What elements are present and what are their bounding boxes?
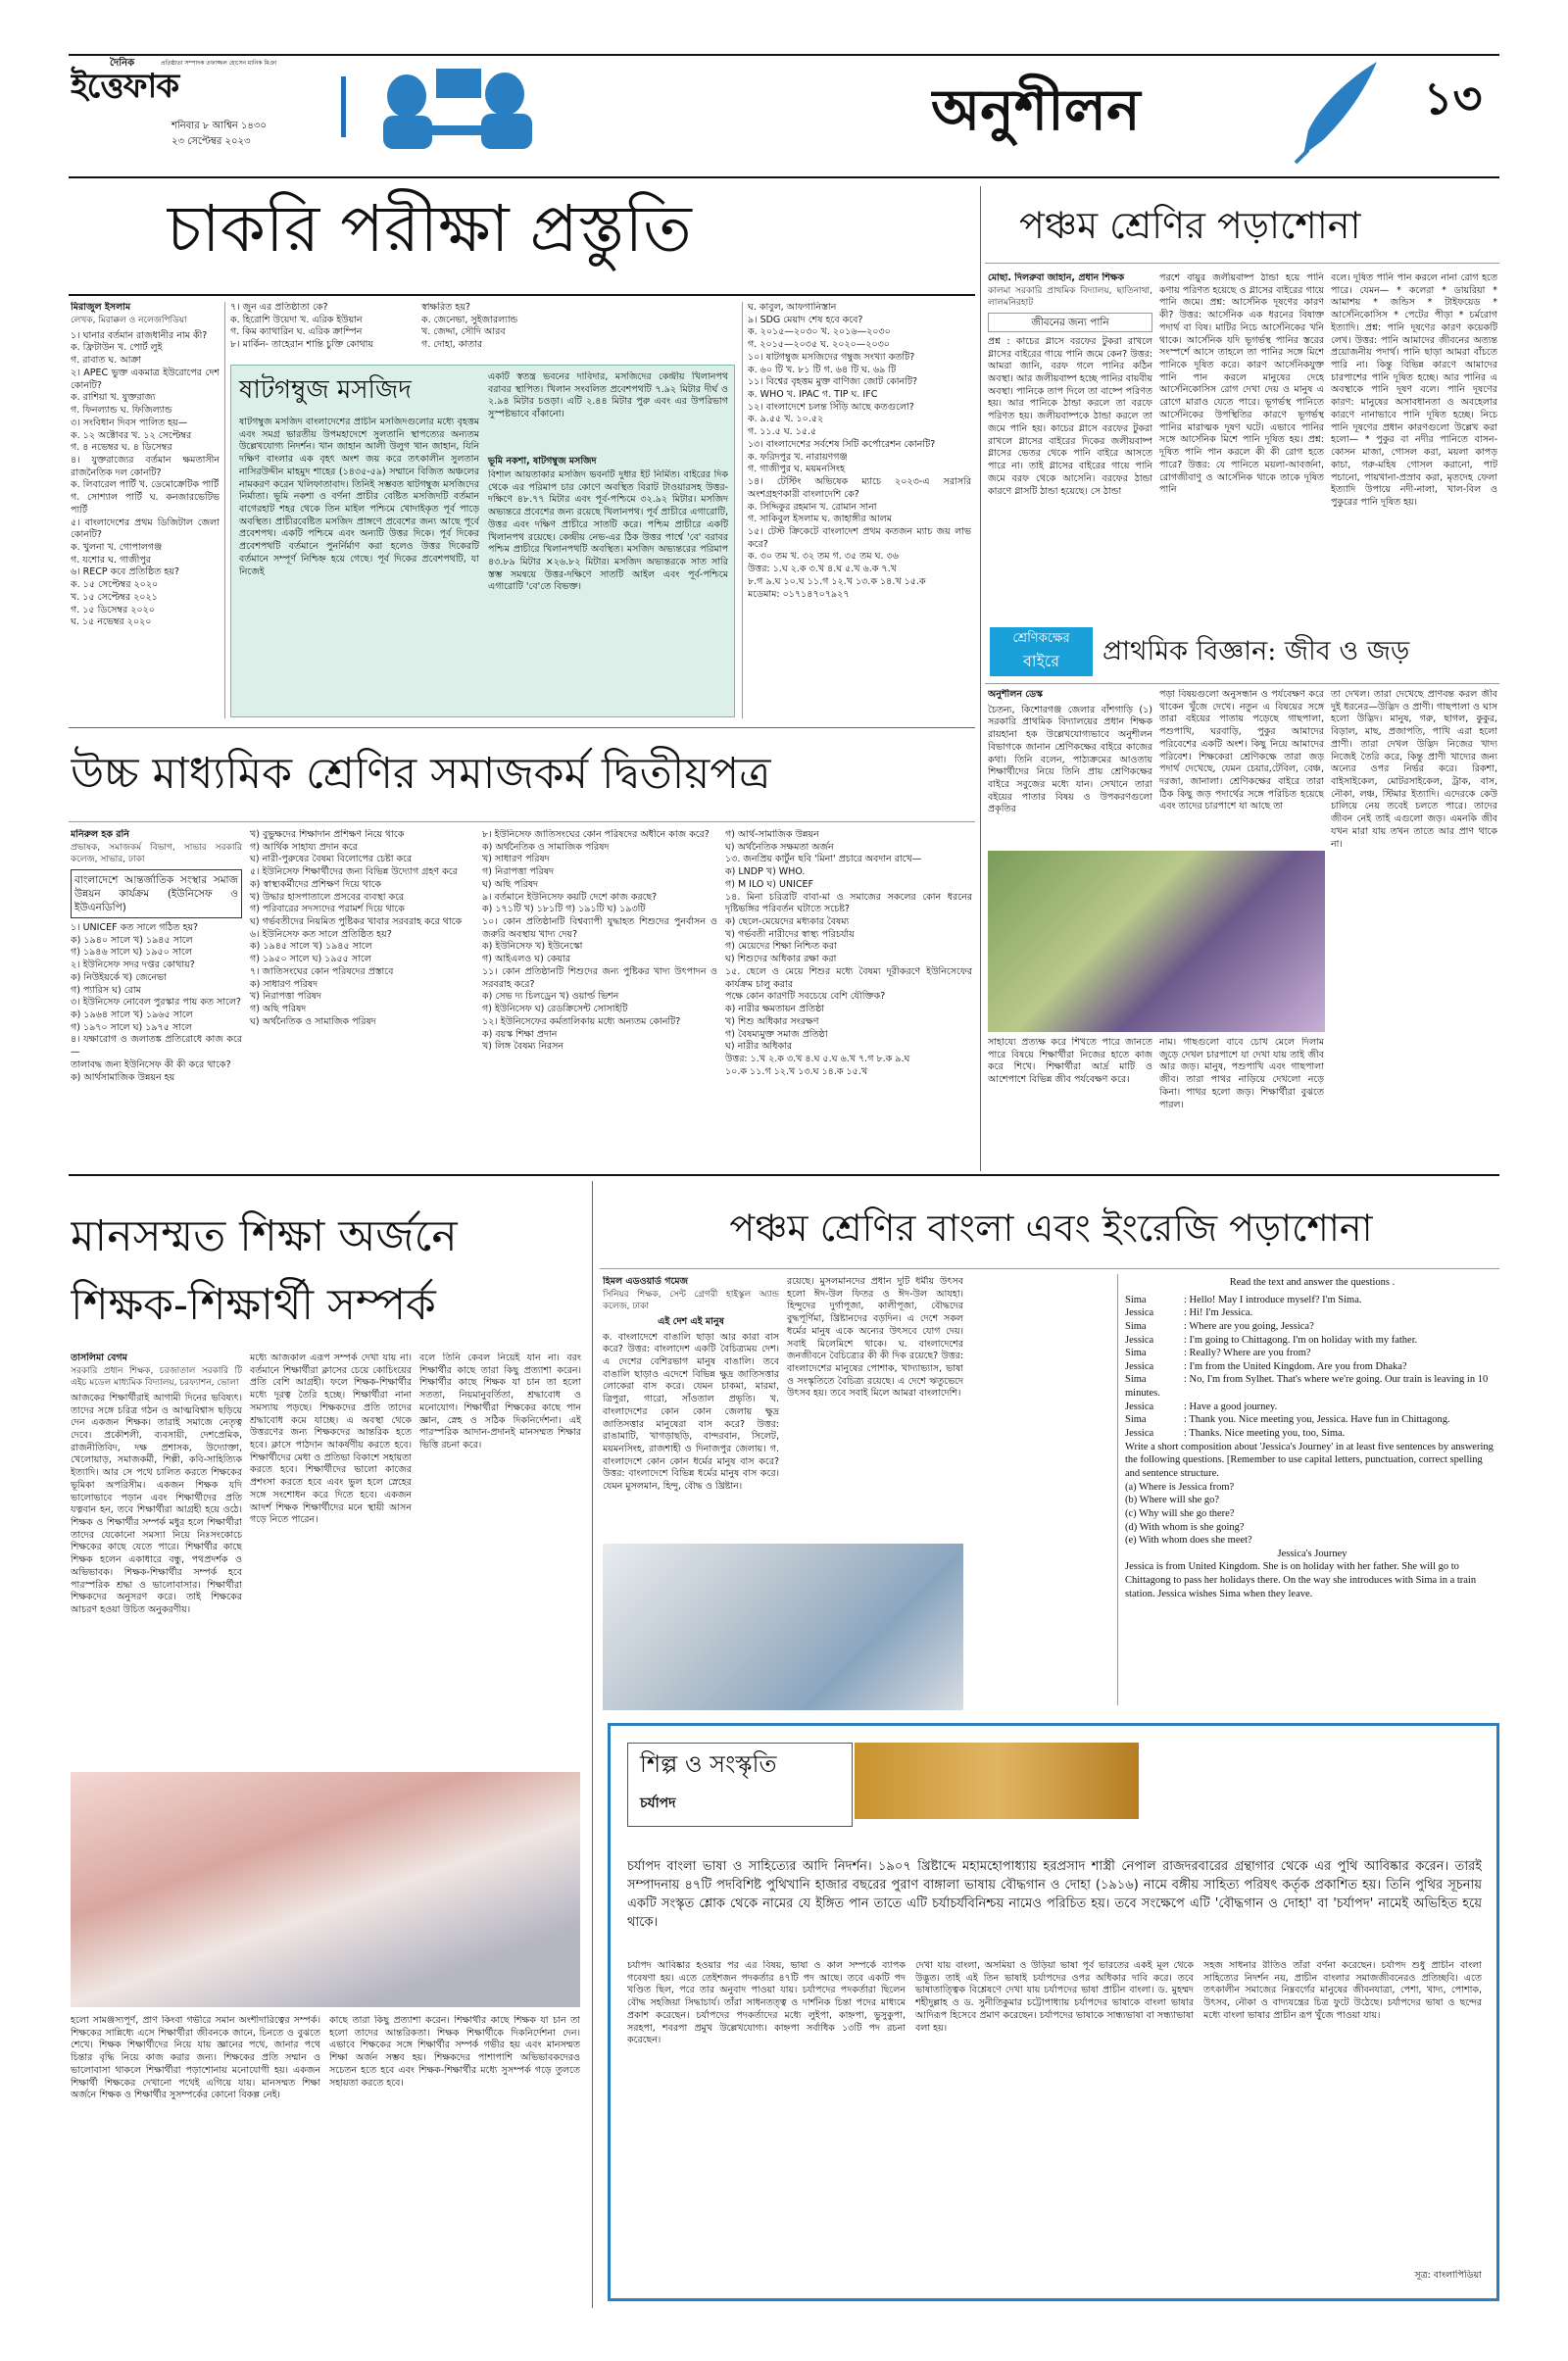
- s1-line: ১০। ষাটগম্বুজ মসজিদের গম্বুজ সংখ্যা কতটি?: [748, 351, 915, 363]
- s3-col3: তা দেখল। তারা দেখেছে প্রাণবন্ত করল জীব দুই ধরনের—উদ্ভিদ ও প্রাণী। গাছপালা ও ঘাস হলো উদ্ভিদ। মানুষ, গরু, ছাগল, কুকুর, বিড়াল, মাছ, প্রজাপতি, পাখি এরা হলো প্রাণী। তারা দেখল উদ্ভিদ নিজের খাদ্য নিজেই তৈরি করে, কিন্তু প্রাণী খাদ্যের জন্য অন্যের ওপর নির্ভর করে। রিকশা, বাইসাইকেল, মোটরসাইকেল, ট্রাক, বাস, নৌকা, লঞ্চ, স্টিমার ইত্যাদি। এদেরকে কেউ চালিয়ে নেয় তবেই চলতে পারে। তাদের জীবন নেই তাই এগুলো জড়। এমনকি জীব যখন মারা যায় তখন তাতে আর প্রাণ থাকে না।: [1331, 689, 1497, 850]
- students-reading-photo: [988, 851, 1325, 1032]
- s1-line: ক. ৯.৫৫ খ. ১০.৫২: [748, 414, 824, 425]
- s1-line: ৩। সংবিধান দিবস পালিত হয়—: [71, 417, 188, 428]
- s4-line: ক) নারীর ক্ষমতায়ন প্রতিষ্ঠা: [725, 1004, 825, 1015]
- s1-col2: [230, 302, 416, 361]
- s5-title-l2: শিক্ষক-শিক্ষার্থী সম্পর্ক: [71, 1280, 436, 1330]
- speech: : Thank you. Nice meeting you, Jessica. Have fun in Chittagong.: [1184, 1414, 1450, 1426]
- s1-line: গ. সাকিবুল ইসলাম ঘ. জাহাঙ্গীর আলম: [748, 514, 892, 525]
- speech: : Hello! May I introduce myself? I'm Sima.: [1184, 1294, 1362, 1305]
- s1-line: ১৫। টেস্ট ক্রিকেটে বাংলাদেশ প্রথম কতজন ম্যাচ জয় লাভ করে?: [748, 525, 971, 550]
- s1-line: গ. ১৫ ডিসেম্বর ২০২০: [71, 604, 155, 615]
- s4-rule: [69, 821, 975, 822]
- s4-line: ৭। জাতিসংঘের কোন পরিষদের প্রস্তাবে: [250, 965, 394, 977]
- s4-line: ঘ) নারীর অধিকার: [725, 1041, 793, 1053]
- s3-col2: পড়া বিষয়গুলো অনুসন্ধান ও পর্যবেক্ষণ করে থাকেন খুঁজে দেখে। নতুন এ বিষয়ের সঙ্গে তারা বইয়ের পাতায় পড়েছে গাছপালা, পশুপাখি, ঘরবাড়ি, পুকুর আমাদের পরিবেশের একটি অংশ। কিছু নিয়ে আমাদের পরিবেশ। শিক্ষকেরা শ্রেণিকক্ষে তারা জড় পদার্থ দেখেছে, যেমন চেয়ার,টেবিল, বেঞ্চ, দরজা, জানালা। শ্রেণিকক্ষের বাইরে তারা ঠিক কিছু জড় পদার্থের সঙ্গে পরিচিত হয়েছে এবং তাদের চারপাশে যা আছে তা: [1159, 689, 1324, 812]
- s5-col1: [71, 1353, 242, 1764]
- s4-line: গ) ১৯৪৬ সালে ঘ) ১৯৫০ সালে: [71, 947, 192, 959]
- s1-box-text: ষাটগম্বুজ মসজিদ বাংলাদেশের প্রাচীন মসজিদগুলোর মধ্যে বৃহত্তম এবং সমগ্র ভারতীয় উপমহাদেশে সুলতানি স্থাপত্যের অন্যতম উল্লেখযোগ্য নিদর্শন। খান জাহান আলী উলুগ খান জাহান, যিনি দক্ষিণ বাংলার এক বৃহৎ অংশ জয় করে তৎকালীন সুলতান নাসিরউদ্দীন মাহমুদ শাহের (১৪৩৫-৫৯) সম্মানে বিজিত অঞ্চলের নামকরণ করেন খলিফাতাবাদ। তিনিই সম্ভবত ষাটগম্বুজ মসজিদের নির্মাতা। ভূমি নকশা ও বর্ণনা প্রাচীর বেষ্টিত মসজিদটি বর্তমান বাগেরহাট শহর থেকে তিন মাইল পশ্চিমে খোদাইকৃত পূর্ব পাড়ে অবস্থিত। প্রাচীরবেষ্টিত মসজিদ প্রাঙ্গণে প্রবেশের জন্য আছে পূর্বে প্রবেশপথ। একটি পশ্চিমে এবং অন্যটি উত্তর দিকে। পূর্ব দিকের প্রবেশপথটি বর্তমানে পুনর্নির্মাণ করা হলেও উত্তর দিকেরটি বর্তমানে সম্পূর্ণ নিশ্চিহ্ন হয়ে গেছে। পূর্ব দিকের প্রবেশপথটি, যা নিজেই: [239, 417, 479, 577]
- s4-line: ক) ১৯৬৪ সালে খ) ১৯৬৫ সালে: [71, 1009, 193, 1021]
- s1-line: ক. ৬০ টি খ. ৮১ টি গ. ৬৪ টি ঘ. ৬৯ টি: [748, 364, 897, 375]
- s4-line: ১০। কোন প্রতিষ্ঠানটি বিশ্বব্যাপী যুদ্ধাহত শিশুদের পুনর্বাসন ও জরুরি অবস্থায় খাদ্য দেয়?: [482, 916, 717, 940]
- divider: [224, 302, 225, 718]
- s4-line: পক্ষে কোন কারণটি সবচেয়ে বেশি যৌক্তিক?: [725, 991, 886, 1003]
- s4-line: উত্তর: ১.খ ২.ক ৩.খ ৪.ঘ ৫.ঘ ৬.খ ৭.গ ৮.ক ৯.ঘ: [725, 1053, 910, 1064]
- en-task: Write a short composition about 'Jessica's Journey' in at least five sentences by answering the following questions. [Remember to use capital letters, punctuation, correct spelling and sentence structure.: [1125, 1441, 1494, 1479]
- s7-lead: চর্যাপদ বাংলা ভাষা ও সাহিত্যের আদি নিদর্শন। ১৯০৭ খ্রিষ্টাব্দে মহামহোপাধ্যায় হরপ্রসাদ শাস্ত্রী নেপাল রাজদরবারের গ্রন্থাগার থেকে এর পুথি আবিষ্কার করেন। তারই সম্পাদনায় ৪৭টি পদবিশিষ্ট পুথিখানি হাজার বছরের পুরাণ বাঙ্গালা ভাষায় বৌদ্ধগান ও দোহা (১৯১৬) নামে বঙ্গীয় সাহিত্য পরিষৎ কর্তৃক প্রকাশিত হয়। তিনি পুথির সূচনায় একটি সংস্কৃত শ্লোক থেকে নামের যে ইঙ্গিত পান তাতে এটি চর্যাচর্যবিনিশ্চয় নামেও পরিচিত হয়। তবে সংক্ষেপে এটি 'বৌদ্ধগান ও দোহা' বা 'চর্যাপদ' নামেই অভিহিত হয়ে থাকে।: [627, 1859, 1482, 1930]
- speaker: Sima: [1125, 1348, 1147, 1359]
- divider: [592, 1181, 593, 2308]
- masthead-rule-top: [69, 54, 1499, 56]
- s2-col3: বলে। দূষিত পানি পান করলে নানা রোগ হতে পারে। যেমন— * কলেরা * ডায়রিয়া * আমাশয় * জন্ডিস * টাইফয়েড * আর্সেনিকোসিস * পেটের পীড়া * চর্মরোগ ইত্যাদি। প্রশ্ন: পানি দূষণের কারণ কয়েকটি লেখ। উত্তর: পানি আমাদের জীবনের অত্যন্ত প্রয়োজনীয় পদার্থ। পানি ছাড়া আমরা বাঁচতে পারি না। কিন্তু বিভিন্ন কারণে আমাদের চারপাশের পানি দূষিত হচ্ছে। আর পানির এ অবস্থাকে পানি দূষণ বলে। পানি দূষণের কারণ: মানুষের অসাবধানতা ও অবহেলার কারণে নানাভাবে পানি দূষিত হচ্ছে। নিচে পানি দূষণের প্রধান কারণগুলো উল্লেখ করা হলো— * পুকুর বা নদীর পানিতে বাসন-কোসন মাজা, গোসল করা, ময়লা কাপড় কাচা, গরু-মহিষ গোসল করানো, পাট পচানো, পায়খানা-প্রস্রাব করা, মৃতদেহ ফেলা ইত্যাদি উপায়ে নদী-নালা, খাল-বিল ও পুকুরের পানি দূষিত হয়।: [1331, 272, 1497, 508]
- s4-line: ১। UNICEF কত সালে গঠিত হয়?: [71, 922, 199, 933]
- s4-line: ঘ) শিশুদের অধিকার রক্ষা করা: [725, 954, 837, 965]
- s5-text-1: আজকের শিক্ষার্থীরাই আগামী দিনের ভবিষ্যৎ। তাদের সঙ্গে চরিত্র গঠন ও আত্মবিশ্বাস ছড়িয়ে দেন একজন শিক্ষক। তারাই সমাজে নেতৃত্ব দেবে। প্রকৌশলী, ব্যবসায়ী, দেশপ্রেমিক, রাজনীতিবিদ, দক্ষ প্রশাসক, উদ্যোক্তা, খেলোয়াড়, সমাজকর্মী, শিল্পী, কবি-সাহিত্যিক ইত্যাদি। আর সে পথে চালিত করতে শিক্ষকের ভূমিকা অপরিসীম। একজন শিক্ষক যদি ভালোভাবে পড়ান এবং শিক্ষার্থীদের প্রতি যত্নবান হন, তবে শিক্ষার্থীরা আগ্রহী হয়ে ওঠে। শিক্ষক ও শিক্ষার্থীর সম্পর্ক মধুর হলে শিক্ষার্থীরা তাদের যেকোনো সমস্যা নিয়ে নিঃসংকোচে শিক্ষকের কাছে যেতে পারে। শিক্ষার্থীর কাছে শিক্ষক হলেন একাধারে বন্ধু, পথপ্রদর্শক ও অভিভাবক। শিক্ষক-শিক্ষার্থীর সম্পর্ক হবে পারস্পরিক শ্রদ্ধা ও ভালোবাসার। শিক্ষার্থীরা শিক্ষকদের অনুসরণ করে। তাই শিক্ষকের আচরণ হওয়া উচিত অনুকরণীয়।: [71, 1392, 242, 1616]
- speech: : I'm going to Chittagong. I'm on holiday with my father.: [1184, 1334, 1418, 1346]
- s4-line: গ) পরিবারের সদস্যদের পরামর্শ দিয়ে থাকে: [250, 904, 405, 915]
- s6-col2: রয়েছে। মুসলমানদের প্রধান দুটি ধর্মীয় উৎসব হলো ঈদ-উল ফিতর ও ঈদ-উল আযহা। হিন্দুদের দুর্গাপূজা, কালীপূজা, বৌদ্ধদের বুদ্ধপূর্ণিমা, খ্রিষ্টানদের বড়দিন। এ দেশে সকল ধর্মের মানুষ একে অন্যের উৎসবে যোগ দেয়। সবাই মিলেমিশে থাকে। ঘ. বাংলাদেশের জনজীবনে বৈচিত্র্যের কী কী দিক রয়েছে? উত্তর: বাংলাদেশের মানুষের পোশাক, খাদ্যাভ্যাস, ভাষা ও সংস্কৃতিতে বৈচিত্র্য রয়েছে। এ দেশে ঋতুভেদে উৎসব হয়। তবে সবাই মিলে আমরা বাংলাদেশি।: [787, 1276, 963, 1400]
- s4-line: খ) লিঙ্গ বৈষম্য নিরসন: [482, 1041, 564, 1053]
- en-question: (d) With whom is she going?: [1125, 1521, 1245, 1533]
- s1-line: খ. জেদ্দা, সৌদি আরব: [421, 326, 506, 338]
- divider: [980, 186, 981, 1171]
- s1-line: ক. ১২ অক্টোবর খ. ১২ সেপ্টেম্বর: [71, 429, 192, 441]
- s6-title: পঞ্চম শ্রেণির বাংলা এবং ইংরেজি পড়াশোনা: [729, 1206, 1373, 1250]
- s4-line: ১১। কোন প্রতিষ্ঠানটি শিশুদের জন্য পুষ্টিকর খাদ্য উৎপাদন ও সরবরাহ করে?: [482, 965, 717, 990]
- s2-subhead: জীবনের জন্য পানি: [988, 313, 1152, 332]
- s2-col1: [988, 272, 1152, 615]
- s4-author-sub: প্রভাষক, সমাজকর্ম বিভাগ, সাভার সরকারি কলেজ, সাভার, ঢাকা: [71, 842, 242, 864]
- s4-line: ১৫. ছেলে ও মেয়ে শিশুর মধ্যে বৈষম্য দূরীকরণে ইউনিসেফের কার্যক্রম চালু করার: [725, 965, 972, 990]
- s2-title: পঞ্চম শ্রেণির পড়াশোনা: [1019, 204, 1361, 247]
- speech: : Where are you going, Jessica?: [1184, 1320, 1314, 1332]
- s7-sub: চর্যাপদ: [640, 1795, 676, 1811]
- s4-line: গ) প্যারিস ঘ) রোম: [71, 984, 141, 996]
- dialog-line: [1125, 1401, 1499, 1414]
- s1-line: গ. ১১.৫ ঘ. ১৫.৫: [748, 426, 817, 438]
- s1-col1: [71, 302, 220, 723]
- s4-line: খ) নিরাপত্তা পরিষদ: [250, 991, 321, 1003]
- s5-title-l1: মানসম্মত শিক্ষা অর্জনে: [71, 1211, 458, 1261]
- s2-author-sub: কালমা সরকারি প্রাথমিক বিদ্যালয়, ছাতিনাথা, লালমনিরহাট: [988, 285, 1152, 308]
- masthead-divider: [341, 76, 346, 137]
- s1-line: গ. গাজীপুর ঘ. ময়মনসিংহ: [748, 464, 845, 475]
- s1-line: ক. WHO খ. IPAC গ. TIP ঘ. IFC: [748, 389, 878, 401]
- s1-line: ১১। বিশ্বের বৃহত্তম মুক্ত বাণিজ্য জোট কোনটি?: [748, 376, 918, 388]
- speech: : No, I'm from Sylhet. That's where we're going. Our train is leaving in 10 minutes.: [1125, 1374, 1489, 1400]
- s4-line: ক) অর্থনৈতিক ও সামাজিক পরিষদ: [482, 841, 610, 853]
- s5-author-sub: সরকারি প্রধান শিক্ষক, চরজাতাল সরকারি টি এইচ মডেল মাধ্যমিক বিদ্যালয়, চরফ্যাশন, ভোলা: [71, 1365, 242, 1388]
- s4-line: ৩। ইউনিসেফ নোবেল পুরস্কার পায় কত সালে?: [71, 997, 241, 1008]
- s1-line: গ. ২০১৫—২০৩৫ ঘ. ২০২০—২০৩০: [748, 339, 890, 351]
- s4-line: তালাবদ্ধ জন্য ইউনিসেফ কী কী করে থাকে?: [71, 1058, 231, 1070]
- s4-line: গ) ইউনিসেফ ঘ) রেডক্রিসেন্ট সোসাইটি: [482, 1004, 628, 1015]
- s6-rule: [600, 1268, 1499, 1269]
- s2-text-1: প্রশ্ন : কাচের গ্লাসে বরফের টুকরা রাখলে গ্লাসের বাইরের গায়ে পানি জমে কেন? উত্তর: আমরা জানি, বরফ গলে পানির কঠিন অবস্থা। আর জলীয়বাষ্প হচ্ছে পানির বায়বীয় অবস্থা। পানিকে তাপ দিলে তা বাষ্পে পরিণত হয়। আর পানিকে ঠান্ডা করলে তা বরফে পরিণত হয়। জলীয়বাষ্পকে ঠান্ডা করলে তা জমে পানি হয়। কাচের গ্লাসে বরফের টুকরা রাখলে গ্লাসের বাইরের দিকের জলীয়বাষ্প গ্লাসের ভেতর থেকে পানি বাইরে আসতে পারে না। তাই গ্লাসের বাইরের গায়ে পানি জমে বরফ থেকে আসেনি। বরফের ঠান্ডা কারণে গ্লাসটি ঠান্ডা হয়েছে। সে ঠান্ডা: [988, 335, 1152, 497]
- s1-line: ৯। SDG মেয়াদ শেষ হবে কবে?: [748, 314, 863, 325]
- s1-line: ক. জেনেভা, সুইজারল্যান্ড: [421, 314, 518, 325]
- pen-nib-icon: [1284, 57, 1392, 165]
- s1-line: ক. হিরোশি উয়েদা খ. এরিক ইউয়ান: [230, 314, 363, 325]
- s2-author: মোছা. দিলরুবা জাহান, প্রধান শিক্ষক: [988, 272, 1125, 283]
- divider: [1117, 1274, 1118, 1705]
- speaker: Jessica: [1125, 1428, 1154, 1440]
- speaker: Sima: [1125, 1414, 1147, 1426]
- s4-line: ক) সাধারণ পরিষদ: [250, 978, 318, 990]
- s1-col3: [421, 302, 568, 361]
- dialog-line: [1125, 1413, 1499, 1427]
- s4-line: গ) ১৯৫০ সালে ঘ) ১৯৫৫ সালে: [250, 954, 371, 965]
- masthead-rule-bottom: [69, 176, 1499, 178]
- s4-line: ৪। যক্ষারোগ ও জলাতঙ্ক প্রতিরোধে কাজ করে—: [71, 1034, 242, 1058]
- s4-line: ক) ইউনিসেফ খ) ইউনেস্কো: [482, 941, 583, 953]
- s4-line: গ) বৈষম্যমুক্ত সমাজ প্রতিষ্ঠা: [725, 1028, 828, 1040]
- s4-author: মনিরুল হক রনি: [71, 829, 129, 840]
- en-head: Read the text and answer the questions .: [1229, 1277, 1396, 1288]
- s1-line: ঘ. ১৫ নভেম্বর ২০২০: [71, 616, 152, 628]
- s1-line: ৭। জুন এর প্রতিষ্ঠাতা কে?: [230, 302, 328, 313]
- logo-name: ইত্তেফাক: [71, 67, 179, 106]
- s1-line: ১২। বাংলাদেশে চলন্ত সিঁড়ি আছে কতগুলো?: [748, 401, 914, 413]
- s4-col1: [71, 829, 242, 1162]
- s4-title: উচ্চ মাধ্যমিক শ্রেণির সমাজকর্ম দ্বিতীয়পত্র: [71, 749, 771, 799]
- student-exam-photo: [71, 1772, 580, 2007]
- s3-col1b: সাহায্যে প্রত্যক্ষ করে শিখতে পারে জানতে পারে বিষয়ে শিক্ষার্থীরা নিজের হাতে কাজ করে শিখে। শিক্ষার্থীরা আর্দ্র মাটি ও আশেপাশে বিভিন্ন জীব পর্যবেক্ষণ করে।: [988, 1037, 1152, 1086]
- dialog-line: [1125, 1294, 1499, 1307]
- s4-rule-top: [69, 727, 975, 728]
- speaker: Jessica: [1125, 1334, 1154, 1346]
- s5-author: তাসলিমা বেগম: [71, 1353, 127, 1363]
- s4-line: ১০.ক ১১.গ ১২.খ ১৩.ঘ ১৪.ক ১৫.খ: [725, 1065, 868, 1077]
- s4-line: ঘ) অর্থনৈতিক ও সামাজিক পরিষদ: [250, 1015, 376, 1027]
- s7-source: সূত্র: বাংলাপিডিয়া: [1414, 2270, 1482, 2281]
- s5-col1b: হলো সামঞ্জস্যপূর্ণ, প্রাণ কিংবা গভীরে সমান অংশীদারিত্বের সম্পর্ক। শিক্ষকের সান্নিধ্যে এসে শিক্ষার্থীরা জীবনকে জানে, চিনতে ও বুঝতে শেখে। শিক্ষক শিক্ষার্থীদের নিয়ে যায় জ্ঞানের পথে, জানার পথে চিন্তার বৃদ্ধি নিয়ে কাজ করার জন্য। শিক্ষকের প্রতি সম্মান ও ভালোবাসা থাকলে শিক্ষার্থীরা পড়াশোনায় মনোযোগী হয়। একজন শিক্ষার্থী শিক্ষকের দেখানো পথেই এগিয়ে যায়। মানসম্মত শিক্ষা অর্জনে শিক্ষক ও শিক্ষার্থীর সুসম্পর্কের কোনো বিকল্প নেই।: [71, 2015, 320, 2101]
- s1-box-title: ষাটগম্বুজ মসজিদ: [239, 375, 412, 405]
- s4-line: খ) শিশু অধিকার সংরক্ষণ: [725, 1015, 819, 1027]
- s4-line: গ) ১৯৭০ সালে ঘ) ১৯৭৫ সালে: [71, 1021, 192, 1033]
- s4-box: বাংলাদেশে আন্তর্জাতিক সংস্থার সমাজ উন্নয়ন কার্যক্রম (ইউনিসেফ ও ইউএনডিপি): [71, 869, 242, 918]
- s1-title-rule: [69, 294, 975, 296]
- s4-line: গ) আর্থিক সাহায্য প্রদান করে: [250, 841, 358, 853]
- speaker: Sima: [1125, 1374, 1147, 1386]
- s1-line: গ. কিম ক্যাথারিন ঘ. এরিক ক্রাম্পিন: [230, 326, 363, 338]
- en-question: (e) With whom does she meet?: [1125, 1535, 1252, 1547]
- s1-line: মডেমাম: ০১৭১৪৭০৭৯২৭: [748, 588, 850, 600]
- s1-line: গ. দোহা, কাতার: [421, 339, 483, 351]
- s3-col2b: নাম। গাছগুলো বাবে চোখ মেলে দিলাম জুড়ে দেখল চারপাশে যা দেখা যায় তাই জীব আর জড়। মানুষ, পশুপাখি এবং গাছপালা জীব। তারা পাথর নাড়িয়ে দেখলো নড়ে কিনা। পাথর হলো জড়। শিক্ষার্থীরা বুঝতে পারল।: [1159, 1037, 1324, 1110]
- s4-line: ৬। ইউনিসেফ কত সালে প্রতিষ্ঠিত হয়?: [250, 928, 392, 940]
- logo-top: দৈনিক: [110, 58, 135, 69]
- dialog-line: [1125, 1306, 1499, 1320]
- newspaper-logo: [71, 57, 316, 118]
- s1-line: উত্তর: ১.ঘ ২.ক ৩.খ ৪.ঘ ৫.খ ৬.ক ৭.খ: [748, 564, 897, 575]
- s4-line: ৫। ইউনিসেফ শিক্ষার্থীদের জন্য বিভিন্ন উদ্যোগ গ্রহণ করে: [250, 866, 458, 878]
- s1-line: ১। ঘানার বর্তমান রাজধানীর নাম কী?: [71, 329, 208, 341]
- section-name: অনুশীলন: [931, 76, 1141, 143]
- s1-line: গ. রাবাত ঘ. আক্রা: [71, 355, 142, 367]
- s4-line: গ) আইএলও ঘ) কেয়ার: [482, 954, 570, 965]
- speech: : Really? Where are you from?: [1184, 1348, 1311, 1359]
- en-question: (a) Where is Jessica from?: [1125, 1481, 1235, 1493]
- s4-line: গ) আর্থ-সামাজিক উন্নয়ন: [725, 829, 819, 840]
- s1-box-col2-b: বিশাল আয়তাকার মসজিদ ভবনটি দুধার ইট নির্মিত। বাইরের দিক থেকে এর পরিমাপ চার কোণে অবস্থিত বিরাট টাওয়ারসহ উত্তর-দক্ষিণে ৪৮.৭৭ মিটার এবং পূর্ব-পশ্চিমে ৩২.৯২ মিটার। মসজিদ অভ্যন্তরে প্রবেশের জন্য রয়েছে খিলানপথ। পূর্ব প্রাচীরে এগারোটি, উত্তর এবং দক্ষিণ প্রাচীরে সাতটি করে। পশ্চিম প্রাচীরে একটি খিলানপথ রয়েছে। কেন্দ্রীয় নেভ-এর ঠিক উত্তর পার্শ্বে 'বে' বরাবর পশ্চিম প্রাচীরে খিলানপথটি অবস্থিত। মসজিদ অভ্যন্তরের পরিমাপ ৪৩.৮৯ মিটার ×২৬.৮২ মিটার। মসজিদ অভ্যন্তরকে সাত সারি স্তম্ভ সমন্বয়ে উত্তর-দক্ষিণে সাতটি আইল এবং পূর্ব-পশ্চিমে এগারোটি 'বে'তে বিভক্ত।: [488, 469, 728, 593]
- s4-line: ২। ইউনিসেফ সদর দপ্তর কোথায়?: [71, 959, 195, 971]
- s4-line: ক) বয়স্ক শিক্ষা প্রদান: [482, 1028, 558, 1040]
- s4-line: ঘ) নারী-পুরুষের বৈষম্য বিলোপের চেষ্টা করে: [250, 854, 413, 865]
- s4-line: ক) ১৯৪৫ সালে খ) ১৯৪৫ সালে: [250, 941, 372, 953]
- page-number: ১৩: [1423, 72, 1483, 124]
- s7-col2: দেখা যায় বাংলা, অসমিয়া ও উড়িয়া ভাষা পূর্ব ভারতের একই মূল থেকে উদ্ভূত। তাই এই তিন ভাষাই চর্যাপদের ওপর অধিকার দাবি করে। তবে ভাষাতাত্ত্বিক বিশ্লেষণে দেখা যায় চর্যাপদের ভাষা প্রাচীন বাংলা। ড. মুহম্মদ শহীদুল্লাহ ও ড. সুনীতিকুমার চট্টোপাধ্যায় চর্যাপদের ভাষাকে বাংলা ভাষার আদিরূপ হিসেবে প্রমাণ করেছেন। চর্যাপদের ভাষাকে সান্ধ্যভাষা বা সন্ধ্যাভাষা বলা হয়।: [915, 1960, 1194, 2034]
- s4-line: ১৪. মিনা চরিত্রটি বাবা-মা ও সমাজের সকলের কোন ধরনের দৃষ্টিভঙ্গির পরিবর্তন ঘটাতে সচেষ্ট?: [725, 891, 972, 915]
- divider: [742, 302, 743, 718]
- s7-header-box: [627, 1743, 1470, 1850]
- s3-author: অনুশীলন ডেস্ক: [988, 689, 1043, 700]
- date-en: ২৩ সেপ্টেম্বর ২০২৩: [172, 136, 251, 147]
- s5-col2: মধ্যে আজকাল এরূপ সম্পর্ক দেখা যায় না। বর্তমানে শিক্ষার্থীরা ক্লাসের চেয়ে কোচিংয়ের প্রতি বেশি আগ্রহী। ফলে শিক্ষক-শিক্ষার্থীর মধ্যে দূরত্ব তৈরি হচ্ছে। শিক্ষার্থীরা নানা সমস্যায় পড়ছে। শিক্ষকদের প্রতি তাদের শ্রদ্ধাবোধ কমে যাচ্ছে। এ অবস্থা থেকে উত্তরণের জন্য শিক্ষকদের আন্তরিক হতে হবে। ক্লাসে পাঠদান আকর্ষণীয় করতে হবে। শিক্ষার্থীদের মেধা ও প্রতিভা বিকাশে সহায়তা করতে হবে। শিক্ষার্থীদের ভালো কাজের প্রশংসা করতে হবে এবং ভুল হলে স্নেহের সঙ্গে সংশোধন করে দিতে হবে। একজন আদর্শ শিক্ষক শিক্ষার্থীদের মনে স্থায়ী আসন গড়ে নিতে পারেন।: [250, 1353, 412, 1526]
- s4-line: ক) LNDP খ) WHO.: [725, 866, 806, 878]
- s4-line: ক) সেভ দ্য চিলড্রেন খ) ওয়ার্ল্ড ভিশন: [482, 991, 619, 1003]
- s1-line: ক. ১৫ সেপ্টেম্বর ২০২০: [71, 579, 159, 591]
- s6-text-1: ক. বাংলাদেশে বাঙালি ছাড়া আর কারা বাস করে? উত্তর: বাংলাদেশ একটি বৈচিত্র্যময় দেশ। এ দেশের বেশিরভাগ মানুষ বাঙালি। তবে বাঙালি ছাড়াও এদেশে বিভিন্ন ক্ষুদ্র জাতিসত্তার লোকেরা বাস করে। যেমন চাকমা, মারমা, ত্রিপুরা, গারো, সাঁওতাল প্রভৃতি। খ. বাংলাদেশের কোন কোন জেলায় ক্ষুদ্র জাতিসত্তার মানুষেরা বাস করে? উত্তর: রাঙামাটি, খাগড়াছড়ি, বান্দরবান, সিলেট, ময়মনসিংহ, রাজশাহী ও দিনাজপুর জেলায়। গ. বাংলাদেশে কোন কোন ধর্মের মানুষ বাস করে? উত্তর: বাংলাদেশে বিভিন্ন ধর্মের মানুষ বাস করে। যেমন মুসলমান, হিন্দু, বৌদ্ধ ও খ্রিষ্টান।: [603, 1331, 779, 1493]
- s4-line: খ) সাধারণ পরিষদ: [482, 854, 550, 865]
- s4-line: ঘ) অর্থনৈতিক সক্ষমতা অর্জন: [725, 841, 834, 853]
- students-illustration: [368, 57, 554, 159]
- s6-col1: [603, 1276, 779, 1539]
- s1-q-list-1: [71, 330, 220, 629]
- en-question: (c) Why will she go there?: [1125, 1507, 1235, 1519]
- s4-line: গ) M ILO ঘ) UNICEF: [725, 878, 813, 890]
- s1-line: ৮। মার্কিন- তাহেরান শান্তি চুক্তি কোথায়: [230, 339, 373, 351]
- speech: : Have a good journey.: [1184, 1401, 1278, 1412]
- s2-col2: পরশে বায়ুর জলীয়বাষ্প ঠান্ডা হয়ে পানি কণায় পরিণত হয়েছে ও গ্লাসের বাইরের গায়ে পানি জমে। প্রশ্ন: আর্সেনিক দূষণের কারণ কী? উত্তর: আর্সেনিক এক ধরনের বিষাক্ত পদার্থ বা বিষ। মাটির নিচে আর্সেনিকের খনি থাকে। আর্সেনিক যদি ভূগর্ভস্থ পানির স্তরের সংস্পর্শে আসে তাহলে তা পানির সঙ্গে মিশে পানিকে দূষিত করে। কারণ আর্সেনিকযুক্ত পানি পান করলে মানুষের দেহে আর্সেনিকোসিস রোগ দেখা দেয় ও মানুষ এ রোগে মারাও যেতে পারে। ভূগর্ভস্থ পানিতে আর্সেনিকের উপস্থিতির কারণে ভূগর্ভস্থ পানির মারাত্মক দূষণ ঘটে। এভাবে পানির সঙ্গে আর্সেনিক মিশে পানি দূষিত হয়। প্রশ্ন: দূষিত পানি পান করলে কী কী রোগ হতে পারে? উত্তর: যে পানিতে ময়লা-আবর্জনা, রোগজীবাণু ও আর্সেনিক থাকে তাকে দূষিত পানি: [1159, 272, 1324, 496]
- speech: : I'm from the United Kingdom. Are you from Dhaka?: [1184, 1360, 1407, 1372]
- s4-line: ১৩. জনপ্রিয় কার্টুন ছবি 'মিনা' প্রচারে অবদান রাখে—: [725, 854, 922, 865]
- s3-tag: [990, 627, 1093, 676]
- s1-author-sub: লেখক, মিরাক্কল ও নলেজপিডিয়া: [71, 315, 187, 325]
- s1-box-sub: ভূমি নকশা, ষাটগম্বুজ মসজিদ: [488, 456, 597, 467]
- s1-author: মিরাজুল ইসলাম: [71, 302, 131, 313]
- s4-col2: [250, 829, 475, 1162]
- s1-line: ১৪। টেস্টিং অভিষেক ম্যাচে ২০২৩-এ সরাসরি অংশগ্রহণকারী বাংলাদেশি কে?: [748, 476, 971, 500]
- s6-subhead: এই দেশ এই মানুষ: [658, 1315, 724, 1327]
- s1-line: ৬। RECP কবে প্রতিষ্ঠিত হয়?: [71, 566, 179, 578]
- speech: : Hi! I'm Jessica.: [1184, 1307, 1253, 1319]
- s4-line: গ) নিরাপত্তা পরিষদ: [482, 866, 554, 878]
- s1-line: গ. যশোর ঘ. গাজীপুর: [71, 554, 151, 566]
- s4-line: ক) ১৭১টি খ) ১৮১টি গ) ১৯১টি ঘ) ১৯৩টি: [482, 904, 646, 915]
- en-answer-title: Jessica's Journey: [1277, 1548, 1348, 1559]
- s1-line: খ. ১৫ সেপ্টেম্বর ২০২১: [71, 591, 158, 603]
- s6-author: হিমল এডওয়ার্ড গমেজ: [603, 1276, 689, 1287]
- s1-line: ক. খুলনা খ. গোপালগঞ্জ: [71, 541, 163, 553]
- s1-line: ক. লিবারেল পার্টি খ. ডেমোক্রেটিক পার্টি: [71, 479, 220, 491]
- s4-line: খ) উদ্ধার হাসপাতালে প্রসবের ব্যবস্থা করে: [250, 891, 405, 903]
- s1-line: স্বাক্ষরিত হয়?: [421, 302, 470, 313]
- s1-line: গ. ৪ নভেম্বর ঘ. ৪ ডিসেম্বর: [71, 442, 172, 454]
- logo-tagline: প্রতিষ্ঠাতা সম্পাদক তফাজ্জল হোসেন মানিক মিঞা: [161, 60, 277, 67]
- s4-line: খ) বুভুক্ষদের শিক্ষাদান প্রশিক্ষণ নিয়ে থাকে: [250, 829, 405, 840]
- s7-col3: সহজ সাধনার রীতিও তাঁরা বর্ণনা করেছেন। চর্যাপদ শুধু প্রাচীন বাংলা সাহিত্যের নিদর্শন নয়, প্রাচীন বাংলার সমাজজীবনেরও প্রতিচ্ছবি। এতে তৎকালীন সমাজের নিম্নবর্গের মানুষের জীবনযাত্রা, পেশা, খাদ্য, পোশাক, উৎসব, নৌকা ও বাদ্যযন্ত্রের চিত্র ফুটে উঠেছে। চর্যাপদের ভাষা ও ছন্দের মধ্যে বাংলা ভাষার প্রাচীন রূপ খুঁজে পাওয়া যায়।: [1203, 1960, 1482, 2021]
- dialog-line: [1125, 1347, 1499, 1360]
- speaker: Jessica: [1125, 1307, 1154, 1319]
- s1-title: চাকরি পরীক্ষা প্রস্তুতি: [167, 191, 692, 267]
- speaker: Sima: [1125, 1320, 1147, 1332]
- s4-col3: [482, 829, 717, 1162]
- s1-line: ৫। বাংলাদেশের প্রথম ডিজিটাল জেলা কোনটি?: [71, 516, 220, 541]
- s1-feature-box: [230, 365, 735, 717]
- manuscript-image: [855, 1743, 1139, 1819]
- s4-line: ৯। বর্তমানে ইউনিসেফ কয়টি দেশে কাজ করছে?: [482, 891, 658, 903]
- s4-line: ক) নিউইয়র্কে খ) জেনেভা: [71, 971, 167, 983]
- s4-line: ক) আর্থসামাজিক উন্নয়ন হয়: [71, 1071, 175, 1083]
- s1-line: ক. ফ্রিটাউন খ. পোর্ট লুই: [71, 342, 163, 354]
- s4-line: ক) ১৯৪০ সালে খ) ১৯৪৫ সালে: [71, 934, 193, 946]
- s1-box-col2-a: একটি স্বতন্ত্র ভবনের দাবিদার, মসজিদের কেন্দ্রীয় খিলানপথ বরাবর স্থাপিত। খিলান সংবলিত প্রবেশপথটি ৭.৯২ মিটার দীর্ঘ ও ২.৯৪ মিটার চওড়া। এটি ২.৪৪ মিটার পুরু এবং এর উপরিভাগ সুস্পষ্টভাবে বাঁকানো।: [488, 371, 728, 420]
- s7-title-box: [627, 1743, 853, 1827]
- s4-col4: [725, 829, 972, 1162]
- section-title: [931, 71, 1186, 149]
- s7-col1: চর্যাপদ আবিষ্কার হওয়ার পর এর বিষয়, ভাষা ও কাল সম্পর্কে ব্যাপক গবেষণা হয়। এতে তেইশজন পদকর্তার ৪৭টি পদ আছে। তবে একটি পদ খণ্ডিত ছিল, পরে তার অনুবাদ পাওয়া যায়। চর্যাপদের পদকর্তারা ছিলেন বৌদ্ধ সহজিয়া সিদ্ধাচার্য। তাঁরা সাধনতত্ত্ব ও দার্শনিক চিন্তা পদের মাধ্যমে প্রকাশ করেছেন। চর্যাপদের পদকর্তাদের মধ্যে লুইপা, কাহ্নপা, ভুসুকুপা, সরহপা, শবরপা প্রমুখ উল্লেখযোগ্য। কাহ্নপা সর্বাধিক ১৩টি পদ রচনা করেছেন।: [627, 1960, 906, 2046]
- s1-line: ক. ২০১৫—২০৩০ খ. ২০১৬—২০৩০: [748, 326, 891, 338]
- school-children-photo: [603, 1544, 963, 1710]
- dialog-line: [1125, 1373, 1499, 1400]
- s3-rule: [985, 683, 1499, 684]
- s1-line: ১৩। বাংলাদেশের সর্বশেষ সিটি কর্পোরেশন কোনটি?: [748, 438, 936, 450]
- s1-line: ক. সিদ্দিকুর রহমান খ. রোমান সানা: [748, 501, 877, 513]
- s3-tag-top: শ্রেণিকক্ষের: [1012, 631, 1070, 646]
- s2-title-rule: [985, 263, 1499, 264]
- s5-col2b: কাছে তারা কিছু প্রত্যাশা করেন। শিক্ষার্থীর কাছে শিক্ষক যা চান তা হলো তাদের আন্তরিকতা। শিক্ষক শিক্ষার্থীকে দিকনির্দেশনা দেন। এভাবে শিক্ষকের সঙ্গে শিক্ষার্থীর সম্পর্ক গভীর হয় এবং মানসম্মত শিক্ষা অর্জন সম্ভব হয়। শিক্ষকদের পাশাপাশি অভিভাবকদেরও সচেতন হতে হবে এবং শিক্ষক-শিক্ষার্থীর মধ্যে সুসম্পর্ক গড়ে তুলতে সহায়তা করতে হবে।: [329, 2015, 580, 2089]
- speaker: Sima: [1125, 1294, 1147, 1305]
- en-answer: Jessica is from United Kingdom. She is on holiday with her father. She will go to Chittagong to pass her holidays there. On the way she introduces with Sima in a train station. Jessica wishes Sima when they leave.: [1125, 1561, 1477, 1599]
- s1-line: ক. ৩০ তম খ. ৩২ তম গ. ৩৫ তম ঘ. ৩৬: [748, 551, 899, 563]
- dialog-line: [1125, 1360, 1499, 1374]
- s1-line: ৮.গ ৯.ঘ ১০.ঘ ১১.গ ১২.খ ১৩.ক ১৪.খ ১৫.ক: [748, 575, 926, 587]
- s1-line: গ. ফিনল্যান্ড ঘ. ফিজিল্যান্ড: [71, 405, 172, 417]
- s6-english-block: [1125, 1276, 1499, 1707]
- en-dialog: [1125, 1294, 1499, 1441]
- speech: : Thanks. Nice meeting you, too, Sima.: [1184, 1428, 1346, 1440]
- s4-line: খ) গর্ভবতী নারীদের স্বাস্থ্য পরিচর্যায়: [725, 928, 855, 940]
- dialog-line: [1125, 1320, 1499, 1334]
- s4-line: ঘ) গর্ভবতীদের নিয়মিত পুষ্টিকর খাবার সরবরাহ করে থাকে: [250, 916, 463, 928]
- s1-line: ক. ফরিদপুর খ. নারায়ণগঞ্জ: [748, 451, 848, 463]
- s1-line: গ. সোশ্যাল পার্টি ঘ. কনজারভেটিভ পার্টি: [71, 492, 220, 516]
- s4-line: ঘ) অছি পরিষদ: [482, 878, 538, 890]
- s1-line: ঘ. কাবুল, আফগানিস্তান: [748, 302, 837, 313]
- s7-title: শিল্প ও সংস্কৃতি: [640, 1750, 777, 1778]
- masthead: [69, 57, 1499, 174]
- s1-line: ৪। যুক্তরাজ্যের বর্তমান ক্ষমতাসীন রাজনৈতিক দল কোনটি?: [71, 454, 220, 478]
- s6-author-sub: সিনিয়র শিক্ষক, সেন্ট গ্রেগরী হাইস্কুল অ্যান্ড কলেজ, ঢাকা: [603, 1289, 779, 1311]
- s4-line: গ) মেয়েদের শিক্ষা নিশ্চিত করা: [725, 941, 837, 953]
- s4-line: ১২। ইউনিসেফের কর্মতালিকায় মধ্যে অন্যতম কোনটি?: [482, 1015, 681, 1027]
- speaker: Jessica: [1125, 1401, 1154, 1412]
- s1-line: ক. রাশিয়া খ. যুক্তরাজ্য: [71, 392, 156, 404]
- s1-line: ২। APEC ভুক্ত একমাত্র ইউরোপের দেশ কোনটি?: [71, 367, 220, 391]
- s1-col5: [748, 302, 971, 718]
- date-bn: শনিবার ৮ আশ্বিন ১৪৩০: [172, 121, 267, 131]
- speaker: Jessica: [1125, 1360, 1154, 1372]
- page-divider-mid: [69, 1174, 1499, 1176]
- s4-line: ক) ছেলে-মেয়েদের মধ্যকার বৈষম্য: [725, 916, 850, 928]
- s3-title: প্রাথমিক বিজ্ঞান: জীব ও জড়: [1102, 636, 1410, 666]
- s3-tag-bottom: বাইরে: [1022, 652, 1060, 670]
- s3-col1: [988, 689, 1152, 846]
- en-question: (b) Where will she go?: [1125, 1495, 1220, 1506]
- s4-line: ৮। ইউনিসেফ জাতিসংঘের কোন পরিষদের অধীনে কাজ করে?: [482, 829, 710, 840]
- s5-col3: বলে তিনি কেবল নিয়েই যান না। বরং শিক্ষার্থীর কাছে তারা কিছু প্রত্যাশা করেন। শিক্ষার্থীর কাছে শিক্ষক যা চান তা হলো সততা, নিয়মানুবর্তিতা, শ্রদ্ধাবোধ ও মনোযোগ। শিক্ষার্থীরা শিক্ষকের কাছে পান জ্ঞান, স্নেহ ও সঠিক দিকনির্দেশনা। এই পারস্পরিক আদান-প্রদানই মানসম্মত শিক্ষার ভিত্তি রচনা করে।: [419, 1353, 581, 1451]
- s3-text-1: চৈতন্য, কিশোরগঞ্জ জেলার বাঁশগাড়ি (১) সরকারি প্রাথমিক বিদ্যালয়ের প্রধান শিক্ষক রায়হানা হক উল্লেখযোগ্যভাবে অনুশীলন বিভাগকে জানান শ্রেণিকক্ষের বাইরে কাজের কথা। তিনি বলেন, পাঠ্যক্রমের আওতায় শিক্ষার্থীদের নিয়ে তিনি প্রায় শ্রেণিকক্ষের বাইরে সবুজের মধ্যে যান। সেখানে তারা বইয়ের পাতার বিষয় ও উপকরণগুলো প্রকৃতির: [988, 704, 1152, 815]
- s4-line: ক) স্বাস্থ্যকর্মীদের প্রশিক্ষণ দিয়ে থাকে: [250, 878, 382, 890]
- dialog-line: [1125, 1427, 1499, 1441]
- dialog-line: [1125, 1334, 1499, 1348]
- s4-line: গ) অছি পরিষদ: [250, 1004, 307, 1015]
